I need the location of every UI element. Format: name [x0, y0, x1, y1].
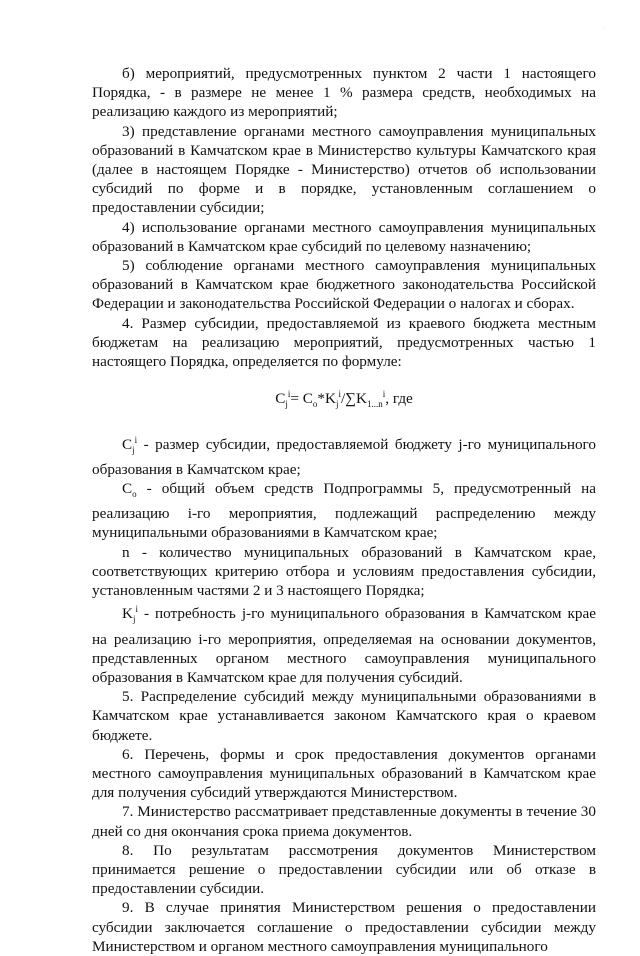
paragraph-definition-co: $C_o$ - общий объем средств Подпрограммы 5, предусмотренный на реализацию i-го мероприятия, подлежащий распределению между муниципальными образованиями в Камчатском крае;: [92, 480, 596, 542]
subsidy-formula: $C_j^i= C_o*K_j^i/\sum K_{1...n}^i$, где: [275, 389, 413, 410]
paragraph-definition-n: n - количество муниципальных образований в Камчатском крае, соответствующих критерию отбора и условиям предоставления субсидии, установленным частями 2 и 3 настоящего Порядка;: [92, 543, 596, 600]
paragraph: 9. В случае принятия Министерством решения о предоставлении субсидии заключается соглашение о предоставлении субсидии между Министерством и органом местного самоуправления муниципального: [92, 899, 596, 955]
paragraph: 3) представление органами местного самоуправления муниципальных образований в Камчатском крае в Министерство культуры Камчатского края (далее в настоящем Порядке - Министерство) отчетов об использовании субсидий по форме и в порядке, установленным соглашением о предоставлении субсидии;: [92, 122, 596, 217]
paragraph: 6. Перечень, формы и срок предоставления документов органами местного самоуправления муниципальных образований в Камчатском крае для получения субсидий утверждаются Министерством.: [92, 745, 596, 802]
scan-mark: ·: [604, 26, 606, 32]
document-body: [92, 64, 596, 956]
paragraph: 5) соблюдение органами местного самоуправления муниципальных образований в Камчатском крае бюджетного законодательства Российской Федерации и законодательства Российской Федерации о налогах и сборах.: [92, 257, 596, 313]
paragraph: 5. Распределение субсидий между муниципальными образованиями в Камчатском крае устанавливается законом Камчатского края о краевом бюджете.: [92, 688, 596, 744]
symbol-kj: $K_j^i$: [122, 604, 138, 625]
paragraph-definition-cj: $C_j^i$ - размер субсидии, предоставляемой бюджету j-го муниципального образования в Камчатском крае;: [92, 434, 596, 478]
paragraph: б) мероприятий, предусмотренных пунктом 2 части 1 настоящего Порядка, - в размере не менее 1 % размера средств, необходимых на реализацию каждого из мероприятий;: [92, 65, 596, 121]
symbol-co: $C_o$: [122, 480, 137, 500]
paragraph: 4. Размер субсидии, предоставляемой из краевого бюджета местным бюджетам на реализацию мероприятий, предусмотренных частью 1 настоящего Порядка, определяется по формуле:: [92, 314, 596, 371]
paragraph: 4) использование органами местного самоуправления муниципальных образований в Камчатском крае субсидий по целевому назначению;: [92, 218, 596, 255]
paragraph-definition-kj: $K_j^i$ - потребность j-го муниципального образования в Камчатском крае на реализацию i-го мероприятия, определяемая на основании документов, представленных органом местного самоуправления муниципального образования в Камчатском крае для получения субсидий.: [92, 604, 596, 686]
symbol-cj: $C_j^i$: [122, 434, 138, 455]
paragraph: 7. Министерство рассматривает представленные документы в течение 30 дней со дня окончания срока приема документов.: [92, 803, 596, 840]
paragraph: 8. По результатам рассмотрения документов Министерством принимается решение о предоставлении субсидии или об отказе в предоставлении субсидии.: [92, 841, 596, 898]
